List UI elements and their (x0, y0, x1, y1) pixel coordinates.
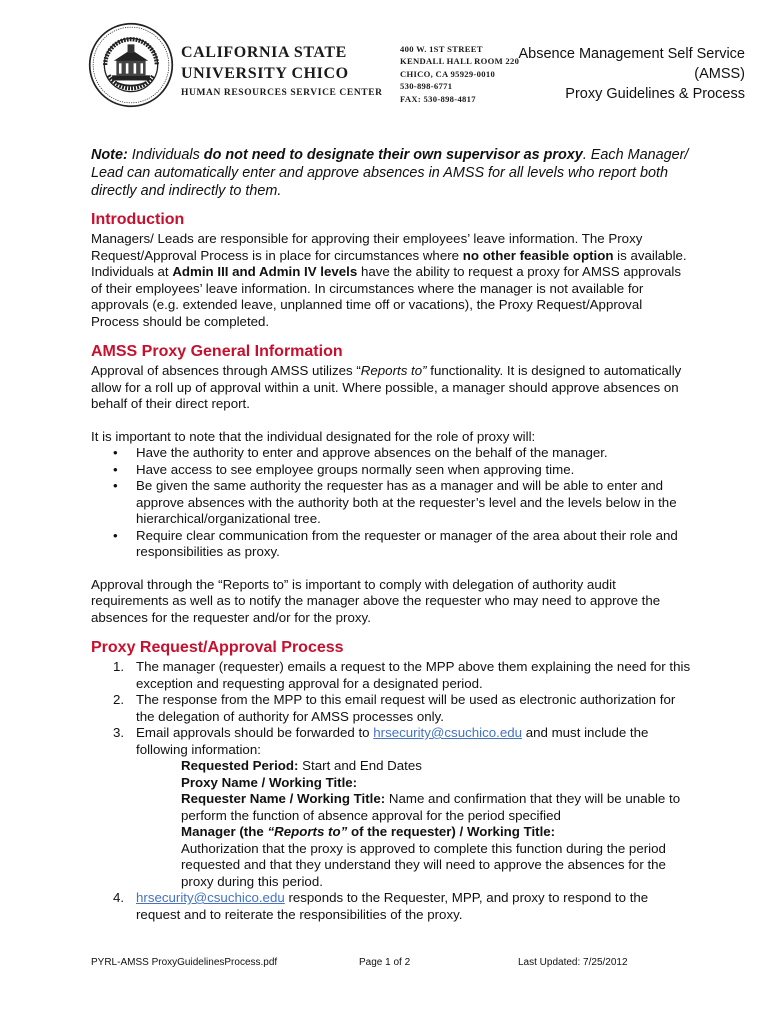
university-name (181, 42, 383, 98)
address-line: 400 W. 1ST STREET (400, 44, 483, 54)
general-info-heading: AMSS Proxy General Information (91, 343, 343, 360)
fax: FAX: 530-898-4817 (400, 93, 476, 104)
document-title (519, 44, 746, 104)
detail-label: Requested Period: (181, 758, 299, 773)
detail-value: Name and confirmation that they will be unable to perform the function of absence approval for the period specified (181, 791, 681, 823)
intro-text: have the ability to request a proxy for AMSS approvals of their employees’ leave information. In circumstances where the manager is not available for approvals (e.g. extended leave, unplanned time off or vacations), the Proxy Request/Approval Process should be completed. (91, 264, 682, 329)
required-information (181, 758, 691, 890)
proxy-role-intro: It is important to note that the individual designated for the role of proxy will: (91, 428, 536, 444)
hrsecurity-email-link[interactable]: hrsecurity@csuchico.edu (373, 725, 523, 740)
address-block (400, 43, 519, 105)
detail-value: Start and End Dates (298, 758, 422, 773)
detail-label: “Reports to” (267, 824, 348, 839)
intro-text: is available. Individuals at (91, 247, 687, 279)
list-item: • Require clear communication from the requester or manager of the area about their role and responsibilities as proxy. (113, 528, 691, 561)
footer-page-number: Page 1 of 2 (359, 957, 411, 968)
process-step (113, 725, 691, 890)
step-number: 1. (113, 659, 125, 674)
address-line: CHICO, CA 95929-0010 (400, 68, 496, 79)
requester-name (181, 791, 691, 824)
title-line-2: (AMSS) (694, 66, 745, 82)
note-text: Individuals (127, 147, 204, 163)
university-line-1: CALIFORNIA STATE (181, 44, 347, 61)
step-number: 4. (113, 890, 125, 905)
phone: 530-898-6771 (400, 81, 453, 92)
list-item: • Be given the same authority the requester has as a manager and will be able to enter and approve absences with the authority both at the requester’s level and the levels below in the hierarchical/organizational tree. (113, 478, 691, 528)
note-text: . Each Manager/ Lead can automatically enter and approve absences in AMSS for all levels who report both directly and indirectly to them. (91, 147, 689, 199)
step-number: 3. (113, 725, 125, 740)
general-text: functionality. It is designed to automatically allow for a roll up of approval within a unit. Where possible, a manager should approve absences on behalf of their direct report. (91, 363, 682, 411)
detail-label: Manager (the (181, 824, 268, 839)
intro-text: Managers/ Leads are responsible for approving their employees’ leave information. The Proxy Request/Approval Process is in place for circumstances where (91, 231, 643, 263)
list-item: • Have access to see employee groups normally seen when approving time. (113, 462, 691, 479)
step-number: 2. (113, 692, 125, 707)
process-step (113, 692, 691, 725)
step-text: and must include the following information: (136, 725, 649, 757)
manager-authorization (181, 824, 691, 890)
detail-label: of the requester) / Working Title: (347, 824, 556, 839)
department-name: HUMAN RESOURCES SERVICE CENTER (181, 88, 383, 98)
title-line-1: Absence Management Self Service (518, 46, 745, 62)
process-heading: Proxy Request/Approval Process (91, 639, 344, 656)
introduction-heading: Introduction (91, 211, 185, 228)
footer-last-updated: Last Updated: 7/25/2012 (518, 957, 628, 968)
process-steps (113, 659, 691, 923)
intro-bold: Admin III and Admin IV levels (172, 264, 358, 279)
process-step (113, 659, 691, 692)
hrsecurity-email-link[interactable]: hrsecurity@csuchico.edu (136, 890, 285, 905)
document-body (91, 146, 691, 923)
detail-value: Authorization that the proxy is approved to complete this function during the period requested and that they understand they will need to approve the absences for the proxy during this period. (181, 840, 666, 889)
supervisor-note (91, 146, 691, 200)
detail-label: Proxy Name / Working Title: (181, 774, 358, 790)
proxy-name (181, 775, 691, 792)
general-text: Approval of absences through AMSS utilizes “ (91, 363, 361, 378)
step-text: Email approvals should be forwarded to (136, 725, 374, 740)
note-label: Note: (91, 147, 128, 163)
university-seal-icon (88, 22, 174, 108)
intro-bold: no other feasible option (462, 247, 614, 263)
general-info-paragraph (91, 363, 691, 413)
step-text: responds to the Requester, MPP, and proxy to respond to the request and to reiterate the responsibilities of the proxy. (136, 890, 649, 922)
address-line: KENDALL HALL ROOM 220 (400, 56, 520, 67)
footer-filename: PYRL-AMSS ProxyGuidelinesProcess.pdf (91, 957, 278, 968)
note-emphasis: do not need to designate their own supervisor as proxy (203, 147, 583, 163)
detail-label: Requester Name / Working Title: (181, 791, 386, 806)
proxy-role-list (113, 445, 691, 561)
title-line-3: Proxy Guidelines & Process (565, 86, 745, 102)
process-step (113, 890, 691, 923)
step-text: The manager (requester) emails a request to the MPP above them explaining the need for this exception and requesting approval for a designated period. (136, 659, 691, 691)
university-line-2: UNIVERSITY CHICO (181, 65, 349, 82)
general-italic: Reports to” (360, 363, 427, 378)
requested-period (181, 758, 691, 775)
introduction-paragraph (91, 231, 691, 330)
step-text: The response from the MPP to this email request will be used as electronic authorization for the delegation of authority for AMSS processes only. (136, 692, 676, 724)
letterhead (0, 0, 770, 120)
reports-to-paragraph: Approval through the “Reports to” is important to comply with delegation of authority audit requirements as well as to notify the manager above the requester who may need to approve the absences for the requester and/or for the proxy. (91, 576, 661, 625)
list-item: • Have the authority to enter and approve absences on the behalf of the manager. (113, 445, 691, 462)
